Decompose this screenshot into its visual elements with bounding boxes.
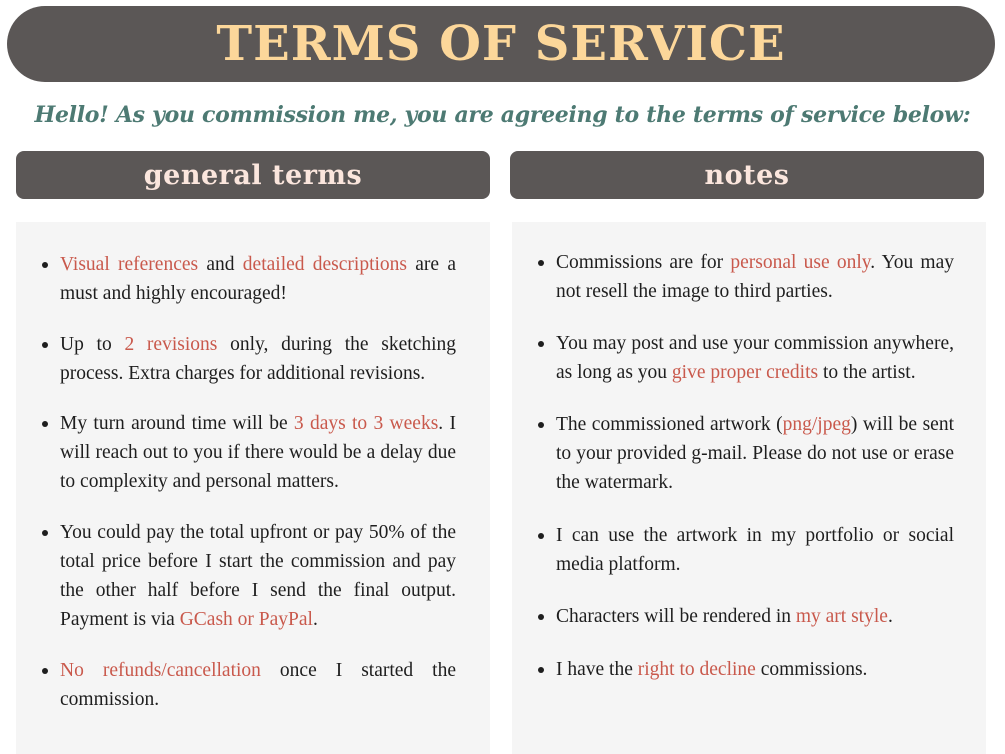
item-text: You could pay the total upfront or pay 50% of the total price before I start the commission and pay the other half before I send the final output. Payment is via xyxy=(60,522,456,630)
item-text: . xyxy=(312,609,318,630)
item-text: once I started the commission. xyxy=(60,660,456,710)
item-text: commissions. xyxy=(755,659,868,680)
highlighted-text: 2 revisions xyxy=(124,334,218,355)
list-item xyxy=(42,518,456,634)
title-banner xyxy=(7,6,995,82)
list-item xyxy=(42,656,456,714)
list-item xyxy=(538,329,954,387)
list-item xyxy=(538,248,954,306)
highlighted-text: No refunds/cancellation xyxy=(60,660,261,681)
item-text: Up to xyxy=(60,334,125,355)
notes-panel xyxy=(512,222,986,754)
list-item xyxy=(42,409,456,496)
general-terms-heading: general terms xyxy=(16,151,490,199)
notes-heading: notes xyxy=(510,151,984,199)
page-title: TERMS OF SERVICE xyxy=(216,16,786,72)
item-text: ) will be sent to your provided g-mail. Please do not use or erase the watermark. xyxy=(556,414,954,493)
general-terms-list xyxy=(42,250,456,714)
highlighted-text: right to decline xyxy=(637,659,756,680)
item-text: to the artist. xyxy=(818,362,916,383)
item-text: I can use the artwork in my portfolio or social media platform. xyxy=(556,525,954,575)
item-text: . I will reach out to you if there would be a delay due to complexity and personal matters. xyxy=(60,413,456,492)
item-text: The commissioned artwork ( xyxy=(556,414,783,435)
item-text: are a must and highly encouraged! xyxy=(60,254,457,304)
item-text: My turn around time will be xyxy=(60,413,294,434)
item-text: . You may not resell the image to third parties. xyxy=(556,252,954,302)
list-item xyxy=(538,521,954,579)
intro-text: Hello! As you commission me, you are agreeing to the terms of service below: xyxy=(34,102,971,128)
item-text: Characters will be rendered in xyxy=(556,606,796,627)
item-text: . xyxy=(887,606,893,627)
highlighted-text: give proper credits xyxy=(671,362,819,383)
list-item xyxy=(538,602,954,631)
item-text: only, during the sketching process. Extra charges for additional revisions. xyxy=(60,334,456,384)
item-text: I have the xyxy=(556,659,638,680)
highlighted-text: png/jpeg xyxy=(782,414,851,435)
highlighted-text: detailed descriptions xyxy=(242,254,408,275)
general-terms-panel xyxy=(16,222,490,754)
list-item xyxy=(42,330,456,388)
highlighted-text: my art style xyxy=(795,606,888,627)
item-text: Commissions are for xyxy=(556,252,731,273)
highlighted-text: GCash or PayPal xyxy=(179,609,313,630)
list-item xyxy=(42,250,456,308)
list-item xyxy=(538,410,954,497)
highlighted-text: Visual references xyxy=(60,254,199,275)
item-text: You may post and use your commission anywhere, as long as you xyxy=(556,333,954,383)
notes-list xyxy=(538,248,954,684)
item-text: and xyxy=(198,254,243,275)
highlighted-text: personal use only xyxy=(730,252,871,273)
list-item xyxy=(538,655,954,684)
highlighted-text: 3 days to 3 weeks xyxy=(293,413,439,434)
